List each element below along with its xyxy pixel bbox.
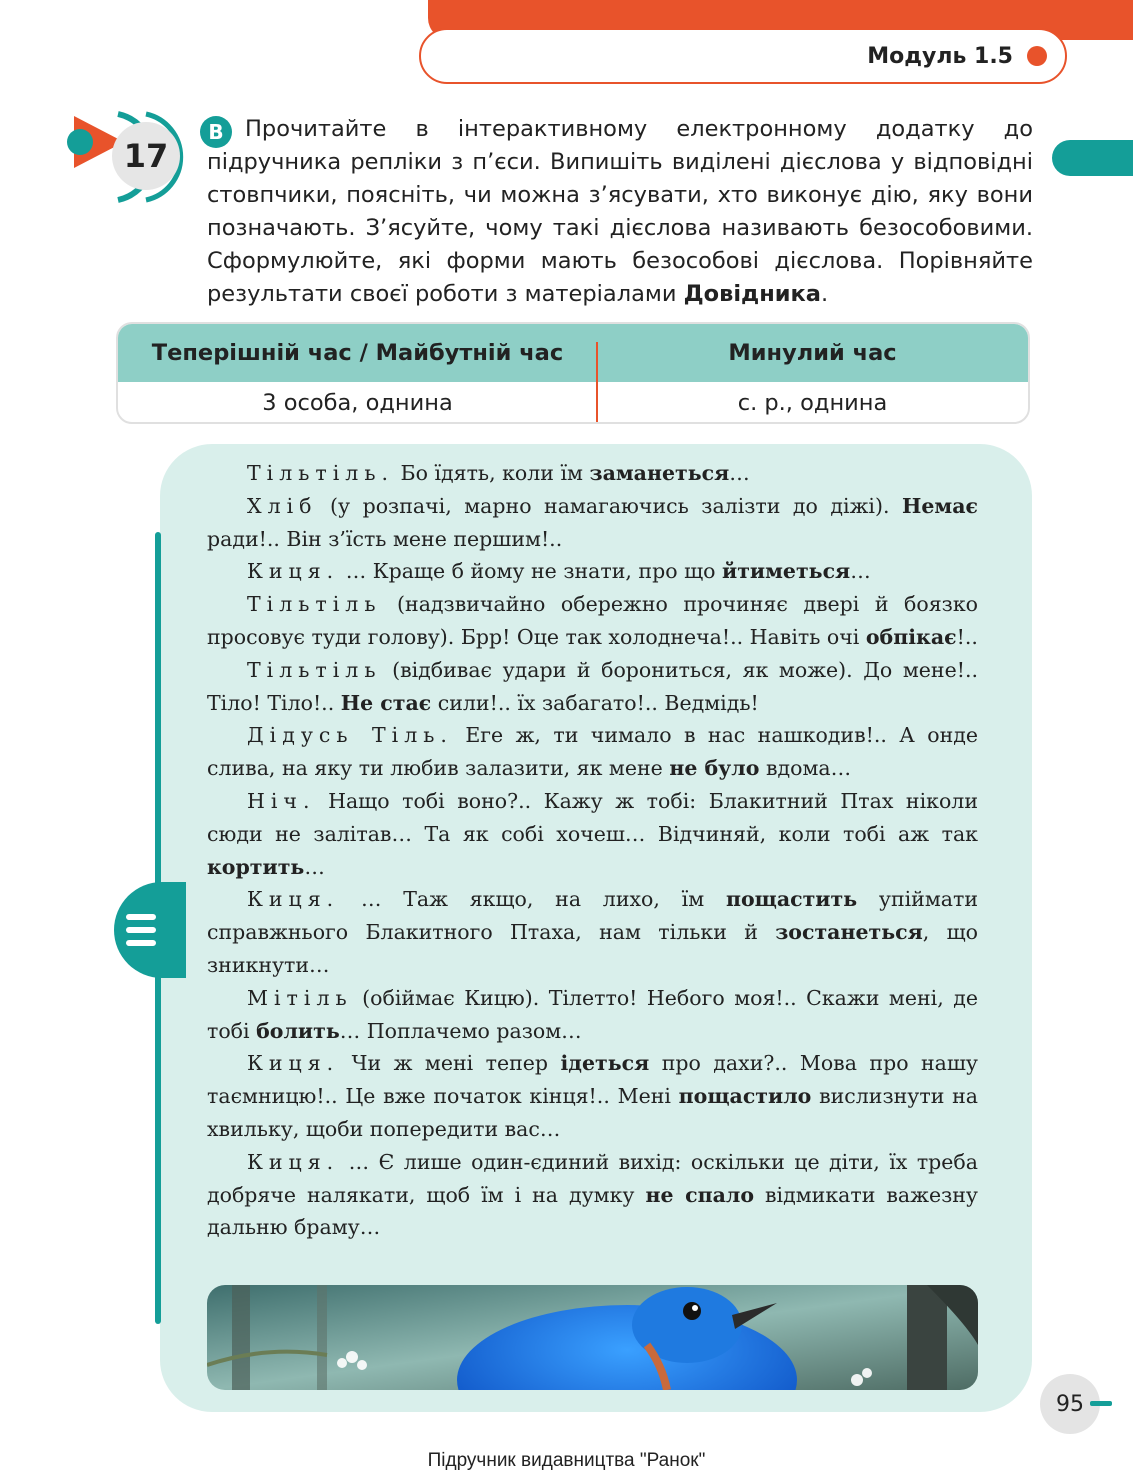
line-text: (відбиває удари й борониться, як може). До мене!.. Тіло! Тіло!..: [207, 657, 978, 715]
highlighted-verb: ідеться: [560, 1051, 650, 1076]
blue-bird-illustration: [207, 1285, 978, 1390]
highlighted-verb: не було: [669, 756, 760, 781]
table-row: [118, 382, 1028, 424]
line-text: ради!.. Він з’їсть мене першим!..: [207, 526, 563, 551]
line-text: (обіймає Кицю). Тілетто! Небого моя!.. Скажи мені, де тобі: [207, 985, 978, 1043]
dialogue-line: [207, 883, 978, 981]
dialogue-line: [207, 1146, 978, 1244]
exercise-marker[interactable]: [66, 108, 198, 208]
line-text: … Поплачемо разом…: [339, 1018, 582, 1043]
cell-present-future: 3 особа, однина: [262, 390, 453, 416]
line-text: Нащо тобі воно?.. Кажу ж тобі: Блакитний Птах ніколи сюди не залітав… Та як собі хочеш… Відчиняй, коли тобі аж так: [207, 788, 978, 846]
module-dot: [1027, 46, 1047, 66]
line-text: вислизнути на хвильку, щоби попередити вас…: [207, 1084, 979, 1141]
line-text: Еге ж, ти чимало в нас нашкодив!.. А онде слива, на яку ти любив залазити, як мене: [207, 723, 978, 781]
line-text: …: [850, 559, 871, 584]
speaker-name: Ніч.: [247, 788, 316, 813]
table-header-row: [118, 324, 1028, 382]
highlighted-verb: обпікає: [865, 624, 957, 649]
speaker-name: Киця.: [247, 887, 340, 912]
header-past: Минулий час: [728, 340, 897, 366]
speaker-name: Киця.: [247, 559, 340, 584]
line-text: Бо їдять, коли їм: [394, 461, 590, 485]
line-text: відмикати важезну дальню браму…: [207, 1182, 978, 1240]
speaker-name: Тільтіль.: [247, 461, 395, 485]
highlighted-verb: пощастить: [725, 887, 858, 912]
speaker-name: Мітіль: [247, 985, 353, 1010]
dialogue-line: [207, 555, 978, 588]
line-text: , що зникнути…: [207, 920, 978, 977]
table-divider: [596, 342, 598, 424]
line-text: …: [729, 461, 750, 485]
dialogue-line: [207, 719, 978, 785]
module-header: [419, 28, 1067, 84]
highlighted-verb: не спало: [645, 1182, 755, 1207]
dialogue-line: [207, 1047, 978, 1145]
highlighted-verb: Немає: [902, 493, 978, 518]
dialogue-line: [207, 490, 978, 556]
highlighted-verb: кортить: [207, 854, 305, 879]
page-number: 95: [1040, 1374, 1100, 1434]
task-text-end: .: [821, 281, 829, 307]
speaker-name: Дідусь Тіль.: [247, 723, 453, 748]
exercise-number: 17: [112, 122, 180, 190]
line-text: сили!.. їх забагато!.. Ведмідь!: [431, 690, 759, 715]
dialogue-line: [207, 457, 978, 490]
line-text: (надзвичайно обережно прочиняє двері й боязко просовує туди голову). Брр! Оце так холоднеча!.. Навіть очі: [207, 592, 978, 649]
speaker-name: Тільтіль: [247, 592, 382, 617]
line-text: … Краще б йому не знати, про що: [339, 559, 722, 584]
module-label: Модуль 1.5: [867, 43, 1013, 69]
publisher-footer: Підручник видавництва "Ранок": [427, 1450, 706, 1471]
speaker-name: Тільтіль: [247, 657, 382, 682]
dialogue-line: [207, 588, 978, 654]
level-badge: В: [200, 116, 232, 148]
dialogue-line: [207, 982, 978, 1048]
dialogue-line: [207, 654, 978, 720]
line-text: про дахи?.. Мова про нашу таємницю!.. Це вже початок кінця!.. Мені: [207, 1051, 978, 1109]
header-present-future: Теперішній час / Майбутній час: [151, 340, 564, 366]
highlighted-verb: Не стає: [340, 690, 432, 715]
speaker-name: Киця.: [247, 1149, 340, 1174]
line-text: … Таж якщо, на лихо, їм: [339, 887, 726, 912]
highlighted-verb: йтиметься: [722, 559, 851, 584]
cell-past: с. р., однина: [737, 390, 888, 416]
line-text: (у розпачі, марно намагаючись залізти до діжі).: [317, 493, 903, 518]
highlighted-verb: зостанеться: [775, 920, 923, 945]
menu-button[interactable]: [114, 882, 186, 978]
reference-book-link[interactable]: Довідника: [683, 281, 821, 307]
side-tab[interactable]: [1052, 140, 1133, 176]
dialogue-text: [207, 457, 978, 1244]
page-number-dash: [1090, 1401, 1112, 1406]
highlighted-verb: пощастило: [678, 1084, 812, 1109]
line-text: Чи ж мені тепер: [339, 1051, 561, 1076]
highlighted-verb: болить: [256, 1018, 340, 1043]
line-text: !..: [956, 624, 978, 649]
dialogue-line: [207, 785, 978, 883]
speaker-name: Хліб: [247, 493, 318, 518]
line-text: …: [304, 854, 325, 879]
line-text: упіймати справжнього Блакитного Птаха, нам тільки й: [207, 887, 978, 945]
task-text: [207, 113, 1033, 311]
line-text: … Є лише один-єдиний вихід: оскільки це діти, їх треба добряче налякати, щоб їм і на думку: [207, 1149, 978, 1207]
speaker-name: Киця.: [247, 1051, 340, 1076]
verb-table: [116, 322, 1030, 424]
line-text: вдома…: [759, 756, 852, 781]
highlighted-verb: заманеться: [589, 461, 730, 485]
task-text-main: Прочитайте в інтерактивному електронному додатку до підручника репліки з п’єси. Випишіть виділені дієслова у відповідні стовпчики, поясніть, чи можна з’ясувати, хто виконує дію, яку вони позначають. З’ясуйте, чому такі дієслова називають безособовими. Сформулюйте, які форми мають безособові дієслова. Порівняйте результати своєї роботи з матеріалами: [207, 116, 1033, 307]
